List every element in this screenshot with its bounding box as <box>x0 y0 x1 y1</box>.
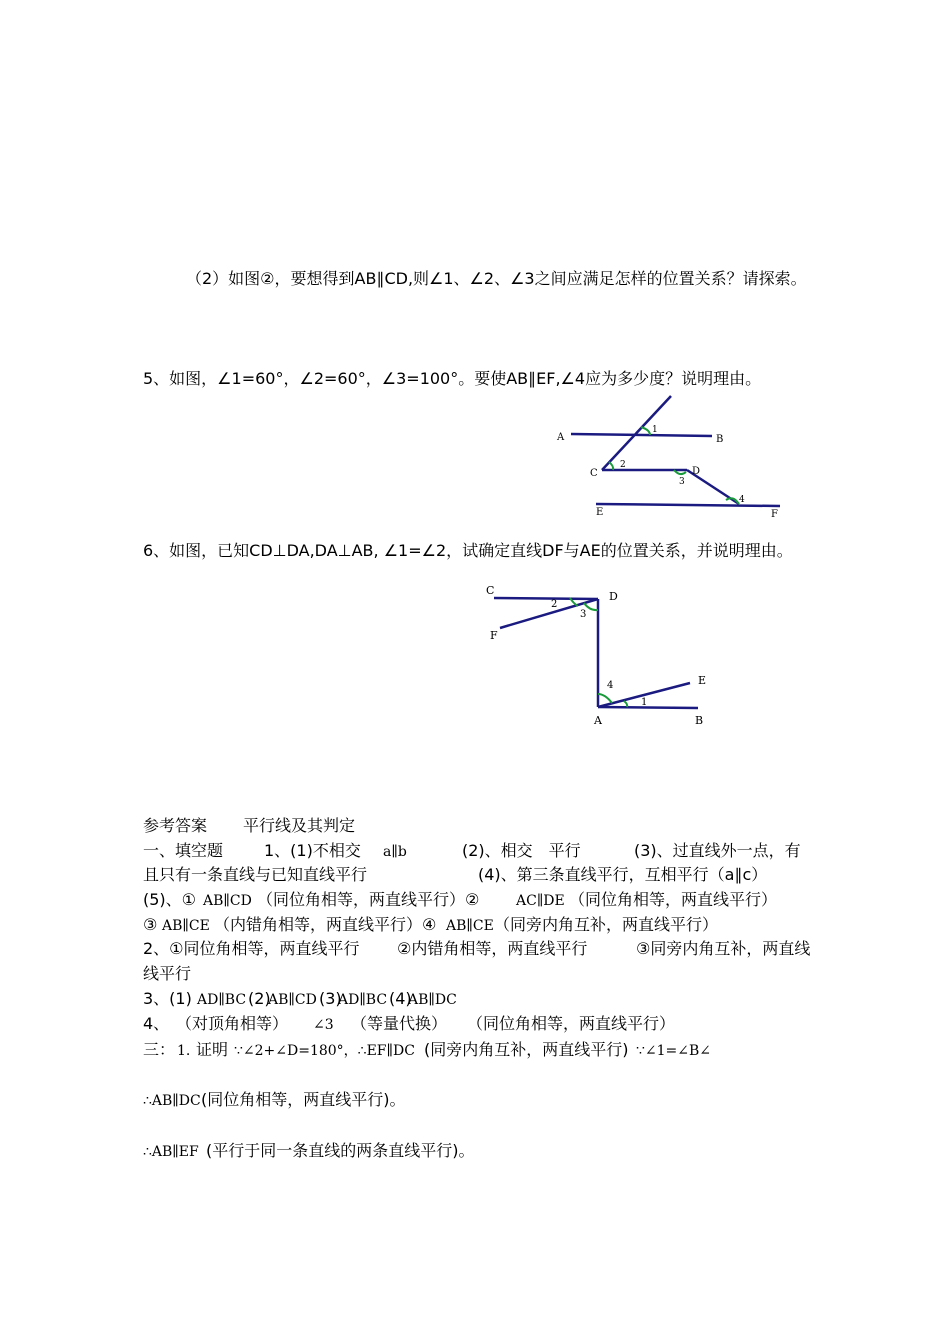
answers-heading: 参考答案 <box>143 816 208 835</box>
fig6-angle-3: 3 <box>580 609 587 620</box>
fig5-transversal <box>602 396 671 470</box>
answer-line-9b: 1. <box>177 1043 191 1059</box>
answer-line-7e: (3) <box>319 989 342 1008</box>
answer-line-8c: ∠3 <box>313 1017 334 1033</box>
fig5-label-d: D <box>692 466 701 477</box>
fig6-line-cd <box>494 598 598 599</box>
answer-line-9a: 三： <box>143 1040 176 1059</box>
answer-line-4b: AB∥CE <box>162 918 210 934</box>
fig5-label-b: B <box>716 434 724 445</box>
answer-line-4e: （同旁内角互补，两直线平行） <box>494 915 719 934</box>
answer-line-4d: AB∥CE <box>446 918 494 934</box>
fig5-angle-2: 2 <box>620 460 626 470</box>
answer-line-7b: AD∥BC <box>197 992 247 1008</box>
answer-line-4a: ③ <box>143 915 158 934</box>
fig6-angle-4: 4 <box>607 680 614 691</box>
question-6-text: 6、如图，已知CD⊥DA,DA⊥AB, ∠1=∠2，试确定直线DF与AE的位置关系，并说明理由。 <box>143 541 793 560</box>
answer-line-3e: （同位角相等，两直线平行） <box>569 890 778 909</box>
answer-line-10b: (同位角相等，两直线平行)。 <box>201 1090 406 1109</box>
answer-line-7a: 3、(1) <box>143 989 192 1008</box>
answer-line-4c: （内错角相等，两直线平行）④ <box>214 915 437 934</box>
fig6-label-d: D <box>609 590 618 603</box>
fig6-angle-4-arc <box>598 694 612 703</box>
answer-line-7c: (2) <box>248 989 271 1008</box>
fig5-line-ef <box>596 504 780 506</box>
fig5-label-e: E <box>596 507 604 518</box>
fig6-label-e: E <box>698 674 707 687</box>
answers-subtitle: 平行线及其判定 <box>243 816 356 835</box>
answer-line-7f: AD∥BC <box>338 992 388 1008</box>
answer-line-3c: （同位角相等，两直线平行）② <box>257 890 480 909</box>
fig6-line-ab <box>598 707 698 708</box>
fig6-label-f: F <box>490 629 498 642</box>
answer-line-7g: (4) <box>389 989 412 1008</box>
answer-line-5b: ②内错角相等，两直线平行 <box>397 939 588 958</box>
answer-line-9e: (同旁内角互补，两直线平行) <box>424 1040 629 1059</box>
answer-line-3d: AC∥DE <box>516 893 565 909</box>
answer-line-5a: 2、①同位角相等，两直线平行 <box>143 939 360 958</box>
fig6-angle-2: 2 <box>551 599 558 610</box>
answer-line-9d: ∵∠2+∠D=180°，∴EF∥DC <box>234 1043 415 1059</box>
answer-line-11a: ∴AB∥EF <box>143 1144 199 1160</box>
fig5-label-a: A <box>557 432 565 443</box>
answer-line-1e: (3)、过直线外一点，有 <box>634 841 801 860</box>
fig5-label-f: F <box>771 509 778 520</box>
answer-line-9c: 证明 <box>196 1040 229 1059</box>
fig6-label-a: A <box>594 714 602 727</box>
fig6-label-b: B <box>695 714 704 727</box>
answer-line-2a: 且只有一条直线与已知直线平行 <box>143 865 368 884</box>
answer-line-6: 线平行 <box>143 964 192 983</box>
answer-line-8e: （同位角相等，两直线平行） <box>467 1014 676 1033</box>
answer-line-3b: AB∥CD <box>203 893 252 909</box>
answer-line-2b: (4)、第三条直线平行，互相平行（a∥c） <box>478 865 768 884</box>
question-5-text: 5、如图，∠1=60°，∠2=60°，∠3=100°。要使AB∥EF,∠4应为多少度？说明理由。 <box>143 369 762 388</box>
fig5-angle-3: 3 <box>679 477 685 487</box>
answer-line-1a: 一、填空题 <box>143 841 224 860</box>
fig5-angle-1: 1 <box>652 425 658 435</box>
answer-line-1d: (2)、相交 平行 <box>462 841 581 860</box>
answer-line-1c: a∥b <box>383 844 407 860</box>
fig5-label-c: C <box>590 468 598 479</box>
answer-line-8d: （等量代换） <box>351 1014 448 1033</box>
answer-line-8b: （对顶角相等） <box>176 1014 289 1033</box>
answer-line-7d: AB∥CD <box>268 992 317 1008</box>
fig5-line-ab <box>571 434 712 436</box>
fig5-angle-4: 4 <box>739 495 745 505</box>
answer-line-5c: ③同旁内角互补，两直线 <box>636 939 811 958</box>
answer-line-10a: ∴AB∥DC <box>143 1093 201 1109</box>
answer-line-9f: ∵∠1=∠B∠ <box>636 1043 712 1059</box>
answer-line-3a: (5)、① <box>143 890 197 909</box>
fig6-label-c: C <box>486 584 495 597</box>
answer-line-7h: AB∥DC <box>408 992 457 1008</box>
fig6-angle-1: 1 <box>641 697 648 708</box>
answer-line-11b: (平行于同一条直线的两条直线平行)。 <box>206 1141 475 1160</box>
answer-line-1b: 1、(1)不相交 <box>264 841 361 860</box>
question-4-part-2: （2）如图②，要想得到AB∥CD,则∠1、∠2、∠3之间应满足怎样的位置关系？请探索。 <box>186 269 807 288</box>
answer-line-8a: 4、 <box>143 1014 170 1033</box>
